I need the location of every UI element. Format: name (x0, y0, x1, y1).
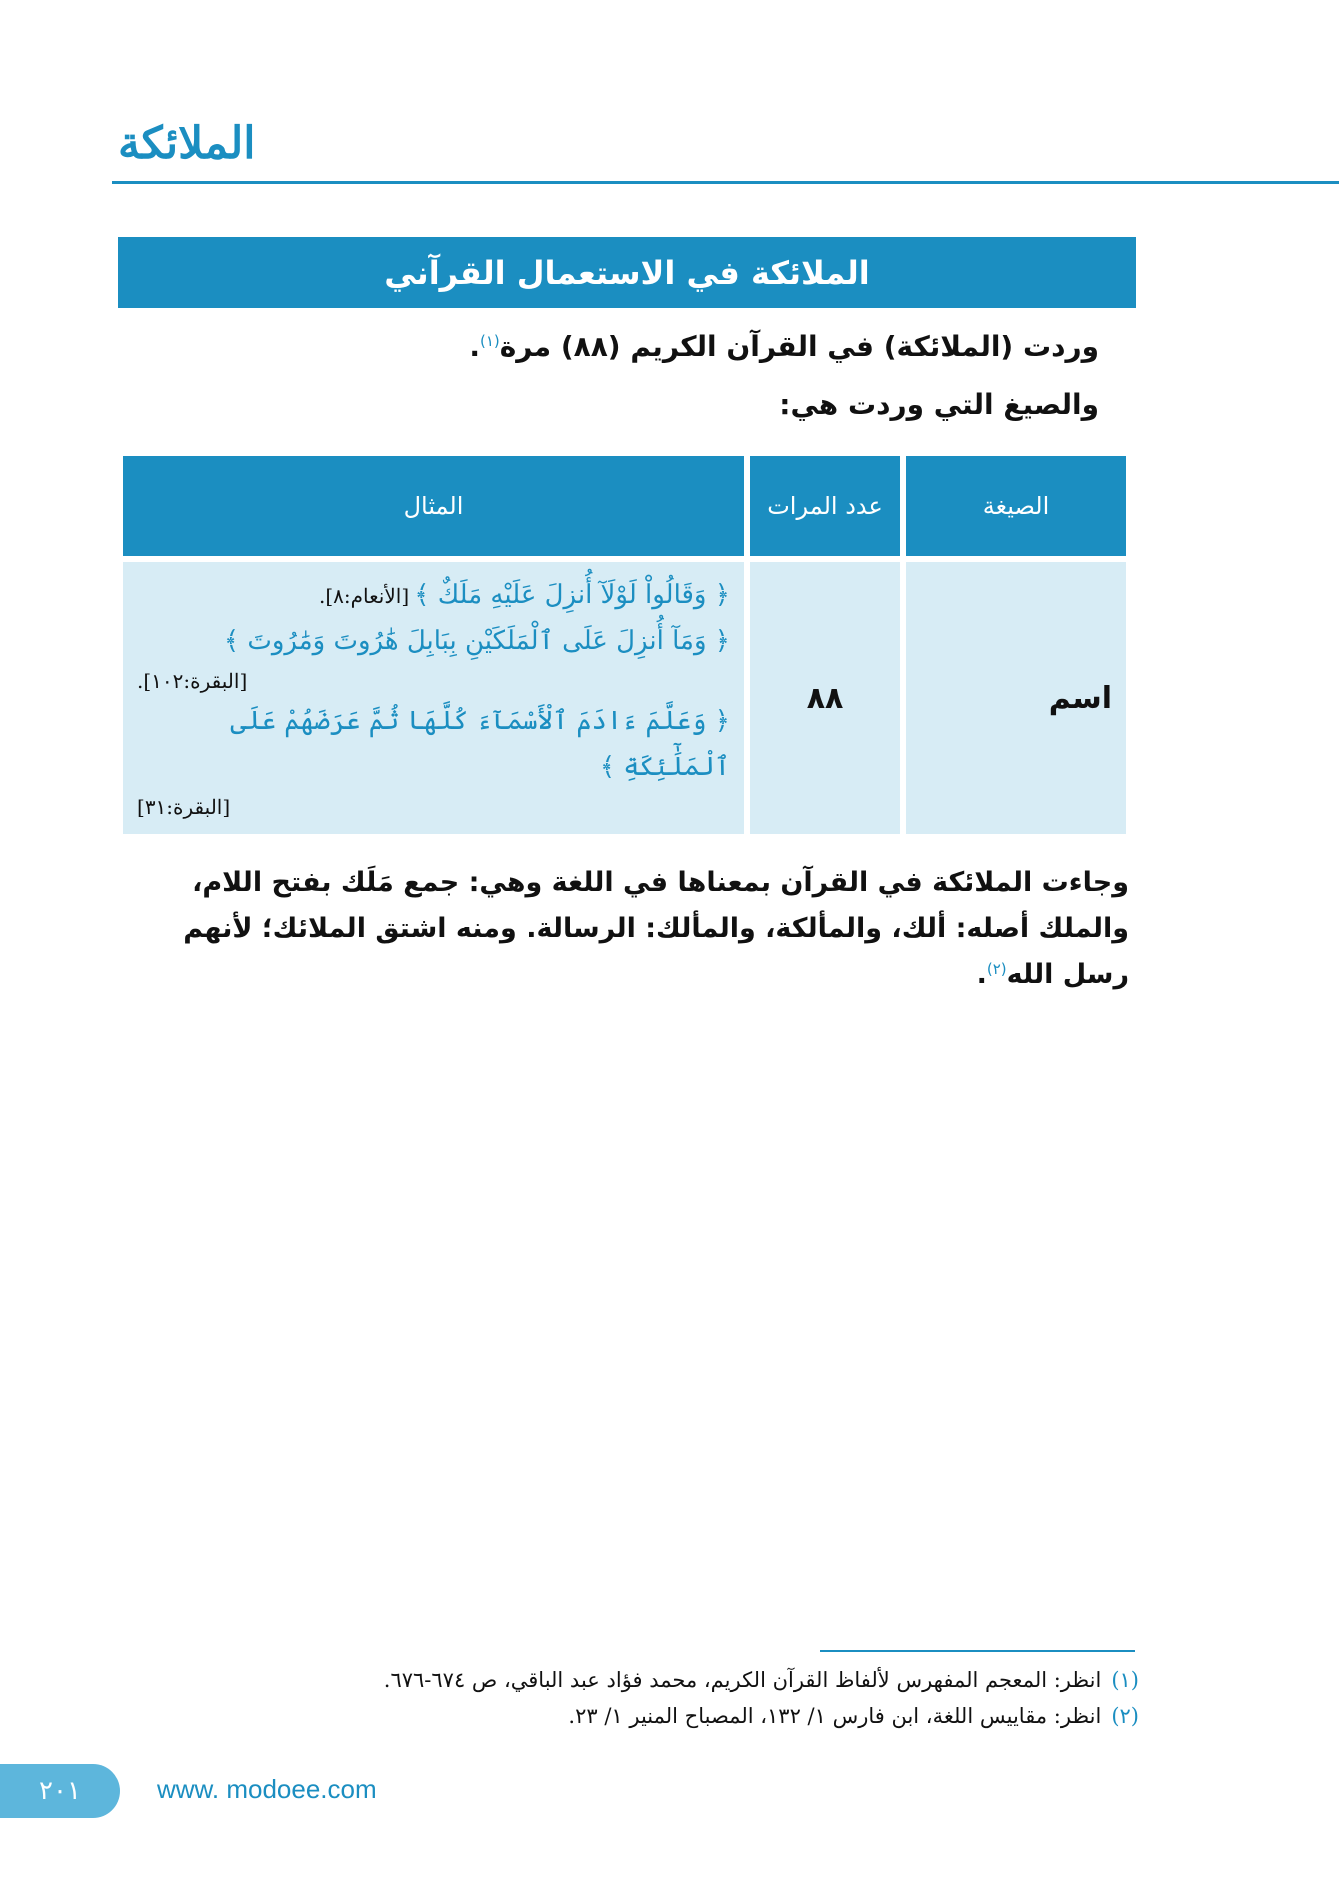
intro-line-2: والصيغ التي وردت هي: (779, 388, 1099, 421)
quran-verse-1: ﴿ وَقَالُواْ لَوْلَآ أُنزِلَ عَلَيْهِ مَلَكٌ ﴾ (414, 580, 730, 610)
footnote-item (199, 1662, 1139, 1698)
verse-ref-1: [الأنعام:٨]. (319, 584, 410, 608)
footnote-ref-2[interactable]: (٢) (986, 960, 1007, 978)
quran-verse-2: ﴿ وَمَآ أُنزِلَ عَلَى ٱلْمَلَكَيْنِ بِبَابِلَ هَٰرُوتَ وَمَٰرُوتَ ﴾ (223, 626, 730, 656)
header-example: المثال (123, 456, 744, 556)
running-header-title: الملائكة (118, 118, 256, 169)
table-header-row (123, 456, 1126, 556)
header-count: عدد المرات (750, 456, 900, 556)
body-period: . (976, 959, 987, 990)
quran-verse-3: ﴿ وَعَلَّمَ ءَادَمَ ٱلْأَسْمَآءَ كُلَّهَا ثُمَّ عَرَضَهُمْ عَلَى ٱلْمَلَٰٓئِكَةِ ﴾ (230, 706, 730, 782)
section-title-banner: الملائكة في الاستعمال القرآني (118, 237, 1136, 308)
intro-line-1 (199, 322, 1099, 372)
table-row (123, 562, 1126, 834)
page-number-badge: ٢٠١ (0, 1764, 120, 1818)
footnote-divider (820, 1650, 1135, 1652)
footnote-number: (٢) (1111, 1704, 1139, 1728)
verse-ref-2: [البقرة:١٠٢]. (137, 669, 248, 693)
site-url-link[interactable]: www. modoee.com (157, 1774, 377, 1804)
intro-text: وردت (الملائكة) في القرآن الكريم (٨٨) مرة (499, 330, 1099, 363)
header-divider (112, 181, 1339, 184)
cell-example (123, 562, 744, 834)
footnote-item (199, 1698, 1139, 1734)
header-form: الصيغة (906, 456, 1126, 556)
cell-count: ٨٨ (750, 562, 900, 834)
body-paragraph (109, 860, 1129, 998)
footnote-text: انظر: المعجم المفهرس لألفاظ القرآن الكريم، محمد فؤاد عبد الباقي، ص ٦٧٤-٦٧٦. (383, 1668, 1102, 1692)
body-text: وجاءت الملائكة في القرآن بمعناها في اللغة وهي: جمع مَلَك بفتح اللام، والملك أصله: ألك، والمألكة، والمألك: الرسالة. ومنه اشتق الملائك؛ لأنهم رسل الله (183, 867, 1129, 990)
footnote-number: (١) (1111, 1668, 1139, 1692)
footnote-text: انظر: مقاييس اللغة، ابن فارس ١/ ١٣٢، المصباح المنير ١/ ٢٣. (568, 1704, 1102, 1728)
verse-ref-3: [البقرة:٣١] (137, 795, 231, 819)
intro-period: . (469, 330, 480, 363)
footnote-ref-1[interactable]: (١) (480, 332, 500, 350)
footnotes (199, 1662, 1139, 1734)
forms-table (117, 450, 1132, 840)
cell-form: اسم (906, 562, 1126, 834)
